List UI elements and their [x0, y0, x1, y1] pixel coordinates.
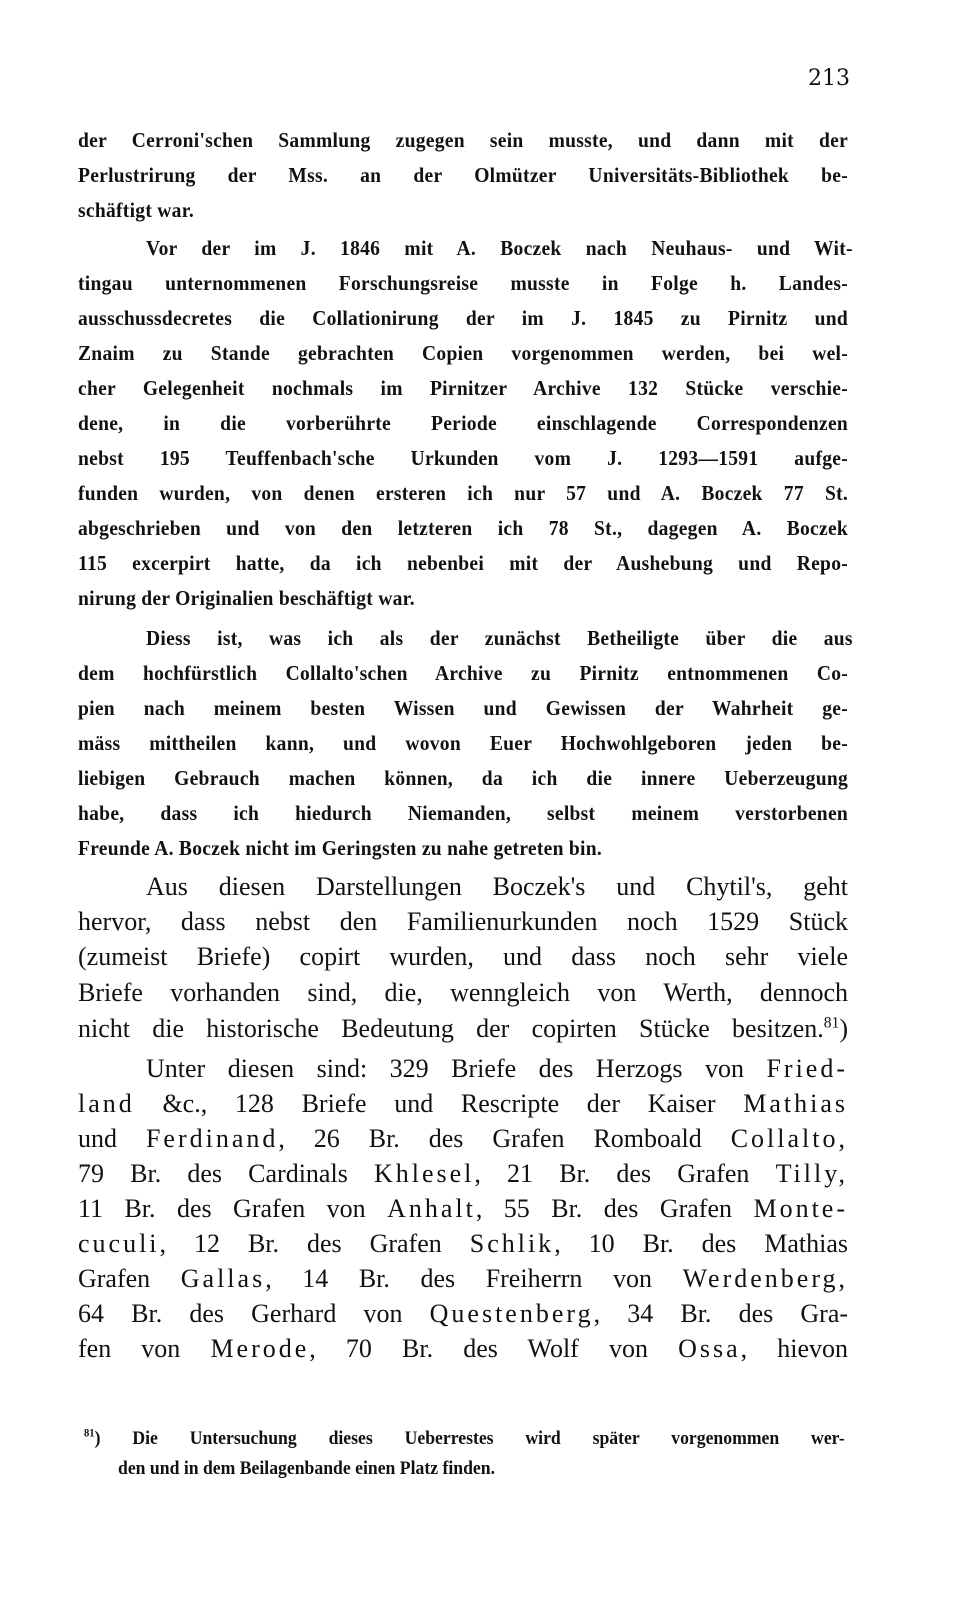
text-line: dem hochfürstlich Collalto'schen Archive zu Pirnitz entnommenen Co-: [78, 661, 849, 685]
text-line: tingau unternommenen Forschungsreise musste in Folge h. Landes-: [78, 271, 849, 295]
text-line: Vor der im J. 1846 mit A. Boczek nach Neuhaus- und Wit-: [146, 236, 853, 260]
text-line: pien nach meinem besten Wissen und Gewissen der Wahrheit ge-: [78, 696, 849, 720]
text-line: 115 excerpirt hatte, da ich nebenbei mit der Aushebung und Repo-: [78, 551, 849, 575]
text-line: fen von Merode, 70 Br. des Wolf von Ossa, hievon: [78, 1334, 849, 1363]
footnote-line: $^{81}$) Die Untersuchung dieses Ueberrestes wird später vorgenommen wer-: [84, 1427, 845, 1449]
text-line: Unter diesen sind: 329 Briefe des Herzogs von Fried-: [146, 1054, 848, 1083]
text-line: nirung der Originalien beschäftigt war.: [78, 586, 415, 610]
text-line: schäftigt war.: [78, 198, 195, 222]
text-line: nicht die historische Bedeutung der copirten Stücke besitzen.$^{81}$): [78, 1014, 848, 1043]
text-line: funden wurden, von denen ersteren ich nur 57 und A. Boczek 77 St.: [78, 481, 849, 505]
page-number: 213: [808, 66, 850, 91]
text-line: habe, dass ich hiedurch Niemanden, selbst meinem verstorbenen: [78, 801, 849, 825]
text-line: abgeschrieben und von den letzteren ich 78 St., dagegen A. Boczek: [78, 516, 849, 540]
text-line: liebigen Gebrauch machen können, da ich die innere Ueberzeugung: [78, 766, 849, 790]
text-line: 11 Br. des Grafen von Anhalt, 55 Br. des Grafen Monte-: [78, 1194, 848, 1223]
text-line: Diess ist, was ich als der zunächst Betheiligte über die aus: [146, 626, 853, 650]
text-line: mäss mittheilen kann, und wovon Euer Hochwohlgeboren jeden be-: [78, 731, 849, 755]
footnote-reference: 81: [823, 1014, 840, 1032]
text-line: Grafen Gallas, 14 Br. des Freiherrn von Werdenberg,: [78, 1264, 849, 1293]
text-line: Aus diesen Darstellungen Boczek's und Chytil's, geht: [146, 872, 848, 901]
text-line: 79 Br. des Cardinals Khlesel, 21 Br. des Grafen Tilly,: [78, 1159, 849, 1188]
text-line: nebst 195 Teuffenbach'sche Urkunden vom J. 1293—1591 aufge-: [78, 446, 849, 470]
text-line: Briefe vorhanden sind, die, wenngleich von Werth, dennoch: [78, 978, 848, 1007]
text-line: dene, in die vorberührte Periode einschlagende Correspondenzen: [78, 411, 849, 435]
text-line: 64 Br. des Gerhard von Questenberg, 34 Br. des Gra-: [78, 1299, 849, 1328]
text-line: Freunde A. Boczek nicht im Geringsten zu nahe getreten bin.: [78, 836, 603, 860]
text-line: hervor, dass nebst den Familienurkunden noch 1529 Stück: [78, 907, 848, 936]
text-line: cuculi, 12 Br. des Grafen Schlik, 10 Br. des Mathias: [78, 1229, 849, 1258]
text-line: cher Gelegenheit nochmals im Pirnitzer Archive 132 Stücke verschie-: [78, 376, 849, 400]
text-line: (zumeist Briefe) copirt wurden, und dass noch sehr viele: [78, 942, 848, 971]
footnote-line: den und in dem Beilagenbande einen Platz finden.: [118, 1458, 496, 1479]
text-line: und Ferdinand, 26 Br. des Grafen Romboald Collalto,: [78, 1124, 848, 1153]
text-line: Znaim zu Stande gebrachten Copien vorgenommen werden, bei wel-: [78, 341, 849, 365]
text-line: land &c., 128 Briefe und Rescripte der Kaiser Mathias: [78, 1089, 848, 1118]
text-line: ausschussdecretes die Collationirung der im J. 1845 zu Pirnitz und: [78, 306, 849, 330]
text-line: der Cerroni'schen Sammlung zugegen sein musste, und dann mit der: [78, 128, 849, 152]
text-line: Perlustrirung der Mss. an der Olmützer Universitäts-Bibliothek be-: [78, 163, 849, 187]
footnote-marker: 81: [84, 1427, 95, 1440]
